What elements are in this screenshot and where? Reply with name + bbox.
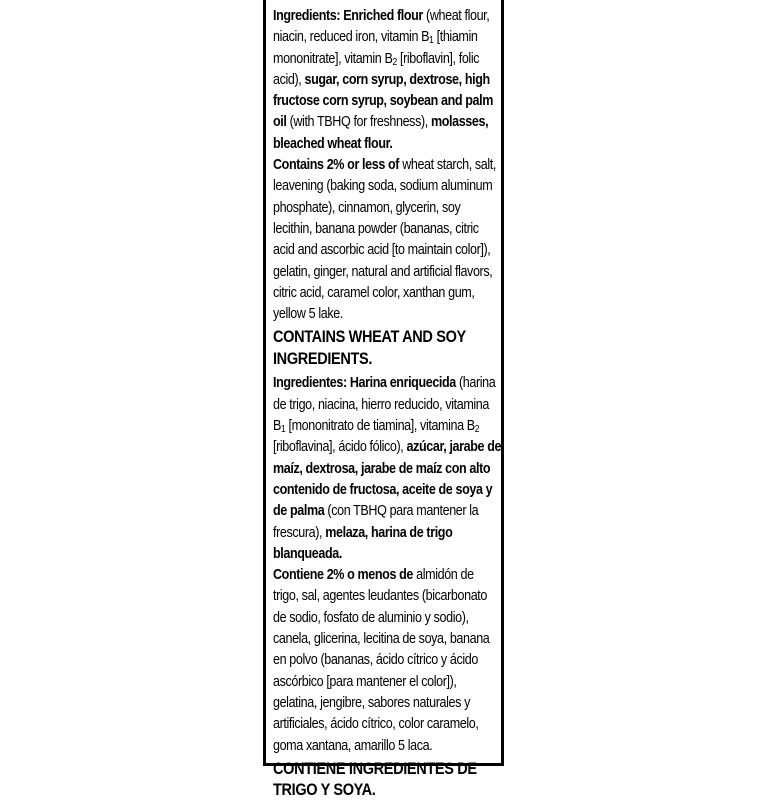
ingredient-text: [mononitrato de tiamina], vitamina B: [285, 418, 475, 435]
ingredient-text: [thiamin mononitrate], vitamin B: [273, 29, 478, 67]
bold-ingredient-text: Ingredientes: Harina enriquecida: [273, 375, 456, 392]
ingredient-text: (with TBHQ for freshness),: [286, 114, 431, 131]
bold-ingredient-text: melaza, harina de trigo blanqueada.: [273, 524, 453, 562]
ingredient-text: (harina de trigo, niacina, hierro reducido, vitamina B: [273, 375, 496, 435]
bold-ingredient-text: sugar, corn syrup, dextrose, high fructose corn syrup, soybean and palm oil: [273, 71, 494, 131]
bold-ingredient-text: azúcar, jarabe de maíz, dextrosa, jarabe de maíz con alto contenido de fructosa, aceite de soya y de palma: [273, 439, 502, 520]
ingredients-label-panel: [263, 0, 504, 800]
ingredient-text: [riboflavin], folic acid),: [273, 50, 480, 88]
ingredient-text: (wheat flour, niacin, reduced iron, vitamin B: [273, 8, 490, 46]
bold-ingredient-text: Contiene 2% o menos de: [273, 567, 414, 584]
spanish-contains-paragraph: [273, 565, 502, 757]
ingredient-text: almidón de trigo, sal, agentes leudantes (bicarbonato de sodio, fosfato de aluminio y sodio), canela, glicerina, lecitina de soya, banana en polvo (bananas, ácido cítrico y ácido ascórbico [para mantener el color]), gelatina, jengibre, sabores naturales y artificiales, ácido cítrico, color caramelo, goma xantana, amarillo 5 laca.: [273, 567, 490, 754]
bold-ingredient-text: molasses, bleached wheat flour.: [273, 114, 489, 152]
spanish-allergen-statement: CONTIENE INGREDIENTES DE TRIGO Y SOYA.: [273, 759, 477, 800]
ingredient-text: wheat starch, salt, leavening (baking soda, sodium aluminum phosphate), cinnamon, glycerin, soy lecithin, banana powder (bananas, citric acid and ascorbic acid [to maintain color]), gelatin, ginger, natural and artificial flavors, citric acid, caramel color, xanthan gum, yellow 5 lake.: [273, 157, 496, 323]
subscript-digit: 2: [392, 56, 397, 68]
english-ingredients-paragraph: [273, 6, 502, 155]
subscript-digit: 2: [474, 424, 480, 436]
english-contains-paragraph: [273, 155, 502, 325]
bold-ingredient-text: Ingredients: Enriched flour: [273, 8, 423, 24]
english-allergen-statement: CONTAINS WHEAT AND SOY INGREDIENTS.: [273, 328, 466, 368]
subscript-digit: 1: [280, 424, 286, 436]
subscript-digit: 1: [429, 35, 434, 47]
ingredient-text: [riboflavina], ácido fólico),: [273, 439, 407, 456]
bold-ingredient-text: Contains 2% or less of: [273, 157, 400, 174]
ingredient-text: (con TBHQ para mantener la frescura),: [273, 503, 479, 541]
spanish-ingredients-paragraph: [273, 373, 502, 565]
